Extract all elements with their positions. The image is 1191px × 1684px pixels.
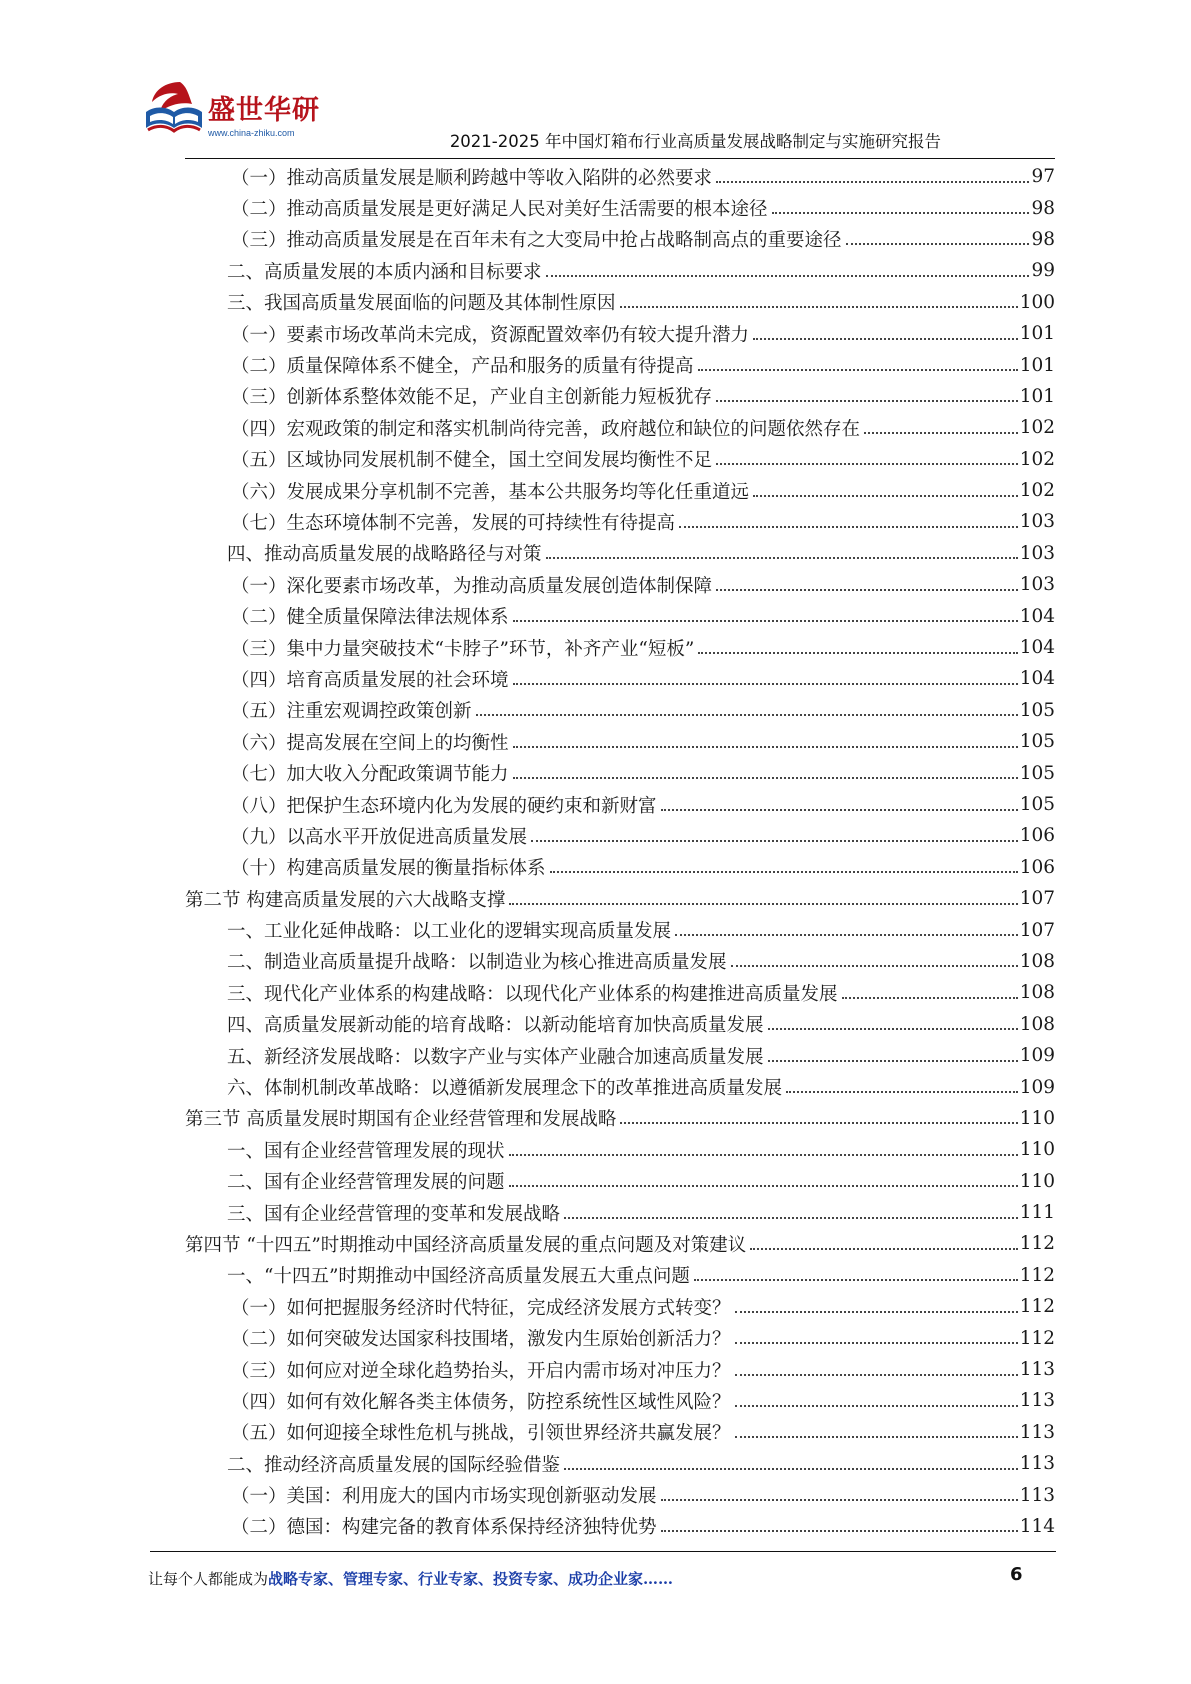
toc-entry[interactable] — [185, 1479, 1055, 1510]
toc-entry-page: 113 — [1019, 1359, 1055, 1381]
toc-leader-dots — [694, 1279, 1018, 1281]
toc-entry-page: 104 — [1019, 637, 1055, 659]
toc-entry-page: 110 — [1019, 1107, 1055, 1129]
toc-leader-dots — [842, 997, 1018, 999]
toc-entry-title: 三、国有企业经营管理的变革和发展战略 — [227, 1203, 561, 1225]
toc-leader-dots — [753, 338, 1018, 340]
toc-leader-dots — [846, 243, 1030, 245]
toc-entry[interactable] — [185, 1354, 1055, 1385]
toc-entry-title: 第三节 高质量发展时期国有企业经营管理和发展战略 — [185, 1109, 617, 1131]
toc-entry[interactable] — [185, 1448, 1055, 1479]
toc-leader-dots — [786, 1091, 1018, 1093]
toc-entry-title: 六、体制机制改革战略：以遵循新发展理念下的改革推进高质量发展 — [227, 1078, 783, 1100]
toc-entry[interactable] — [185, 1417, 1055, 1448]
toc-entry-title: （三）创新体系整体效能不足，产业自主创新能力短板犹存 — [231, 387, 713, 409]
toc-entry-title: （一）要素市场改革尚未完成，资源配置效率仍有较大提升潜力 — [231, 324, 750, 346]
toc-entry[interactable] — [185, 506, 1055, 537]
toc-entry[interactable] — [185, 1103, 1055, 1134]
toc-leader-dots — [564, 1468, 1018, 1470]
logo-emblem-icon — [140, 78, 206, 140]
footer-slogan-highlight: 战略专家、管理专家、行业专家、投资专家、成功企业家…… — [268, 1570, 674, 1588]
toc-entry-page: 108 — [1019, 950, 1055, 972]
toc-entry-page: 101 — [1019, 323, 1055, 345]
toc-entry[interactable] — [185, 1511, 1055, 1542]
page-number: 6 — [1010, 1564, 1023, 1585]
toc-entry-title: （二）如何突破发达国家科技围堵，激发内生原始创新活力？ — [231, 1329, 731, 1351]
toc-entry-title: （一）推动高质量发展是顺利跨越中等收入陷阱的必然要求 — [231, 167, 713, 189]
toc-entry-page: 101 — [1019, 385, 1055, 407]
toc-entry[interactable] — [185, 1134, 1055, 1165]
toc-leader-dots — [716, 589, 1018, 591]
toc-entry[interactable] — [185, 820, 1055, 851]
toc-leader-dots — [564, 1217, 1018, 1219]
toc-entry-page: 107 — [1019, 919, 1055, 941]
toc-entry[interactable] — [185, 632, 1055, 663]
toc-entry-title: 二、国有企业经营管理发展的问题 — [227, 1172, 505, 1194]
toc-entry-page: 106 — [1019, 856, 1055, 878]
toc-entry-title: （五）如何迎接全球性危机与挑战，引领世界经济共赢发展？ — [231, 1423, 731, 1445]
header-divider — [185, 158, 1055, 159]
toc-entry-title: 二、制造业高质量提升战略：以制造业为核心推进高质量发展 — [227, 952, 727, 974]
logo-text: 盛世华研 — [208, 95, 320, 126]
toc-entry[interactable] — [185, 914, 1055, 945]
toc-entry-title: （九）以高水平开放促进高质量发展 — [231, 826, 528, 848]
toc-leader-dots — [546, 275, 1030, 277]
footer-divider — [150, 1551, 1056, 1552]
toc-entry-title: （七）加大收入分配政策调节能力 — [231, 764, 509, 786]
toc-entry[interactable] — [185, 1228, 1055, 1259]
toc-entry[interactable] — [185, 600, 1055, 631]
toc-leader-dots — [735, 1436, 1018, 1438]
toc-entry-page: 100 — [1019, 291, 1055, 313]
toc-entry-page: 107 — [1019, 888, 1055, 910]
toc-entry[interactable] — [185, 412, 1055, 443]
toc-entry[interactable] — [185, 1291, 1055, 1322]
toc-leader-dots — [753, 495, 1018, 497]
toc-entry-page: 97 — [1031, 166, 1055, 188]
logo-url: www.china-zhiku.com — [208, 128, 295, 138]
toc-entry-title: （三）集中力量突破技术“卡脖子”环节，补齐产业“短板” — [231, 638, 695, 660]
toc-entry[interactable] — [185, 977, 1055, 1008]
toc-entry-page: 98 — [1031, 197, 1055, 219]
toc-entry-title: （四）如何有效化解各类主体债务，防控系统性区域性风险？ — [231, 1391, 731, 1413]
toc-entry-title: （五）注重宏观调控政策创新 — [231, 701, 472, 723]
toc-entry-page: 111 — [1019, 1202, 1055, 1224]
toc-leader-dots — [531, 840, 1018, 842]
toc-leader-dots — [698, 369, 1018, 371]
toc-leader-dots — [716, 181, 1029, 183]
toc-entry[interactable] — [185, 538, 1055, 569]
toc-entry[interactable] — [185, 569, 1055, 600]
toc-entry-title: （六）提高发展在空间上的均衡性 — [231, 732, 509, 754]
toc-entry[interactable] — [185, 1040, 1055, 1071]
toc-leader-dots — [661, 809, 1018, 811]
toc-entry-page: 112 — [1019, 1233, 1055, 1255]
toc-leader-dots — [772, 212, 1030, 214]
toc-entry-title: （一）深化要素市场改革，为推动高质量发展创造体制保障 — [231, 575, 713, 597]
toc-entry-page: 98 — [1031, 228, 1055, 250]
toc-leader-dots — [768, 1028, 1018, 1030]
toc-entry-page: 108 — [1019, 1013, 1055, 1035]
toc-entry[interactable] — [185, 1009, 1055, 1040]
toc-entry-title: 一、工业化延伸战略：以工业化的逻辑实现高质量发展 — [227, 921, 672, 943]
toc-entry-page: 109 — [1019, 1045, 1055, 1067]
toc-entry-page: 113 — [1019, 1453, 1055, 1475]
toc-entry[interactable] — [185, 946, 1055, 977]
toc-entry-page: 102 — [1019, 417, 1055, 439]
company-logo — [140, 78, 320, 148]
toc-entry[interactable] — [185, 1385, 1055, 1416]
toc-entry-title: （二）健全质量保障法律法规体系 — [231, 607, 509, 629]
report-title: 2021-2025 年中国灯箱布行业高质量发展战略制定与实施研究报告 — [449, 132, 941, 151]
toc-leader-dots — [550, 871, 1018, 873]
toc-entry-page: 103 — [1019, 511, 1055, 533]
toc-leader-dots — [698, 652, 1017, 654]
toc-entry[interactable] — [185, 852, 1055, 883]
toc-entry[interactable] — [185, 255, 1055, 286]
toc-entry-title: 二、推动经济高质量发展的国际经验借鉴 — [227, 1454, 561, 1476]
toc-entry-title: 四、高质量发展新动能的培育战略：以新动能培育加快高质量发展 — [227, 1015, 764, 1037]
toc-entry[interactable] — [185, 224, 1055, 255]
toc-entry-page: 110 — [1019, 1139, 1055, 1161]
toc-entry-page: 102 — [1019, 448, 1055, 470]
footer-slogan-prefix: 让每个人都能成为 — [148, 1570, 269, 1588]
toc-entry-page: 112 — [1019, 1296, 1055, 1318]
toc-entry-page: 105 — [1019, 699, 1055, 721]
toc-entry[interactable] — [185, 663, 1055, 694]
toc-entry-title: （十）构建高质量发展的衡量指标体系 — [231, 858, 546, 880]
toc-leader-dots — [509, 1185, 1018, 1187]
toc-entry-title: 一、“十四五”时期推动中国经济高质量发展五大重点问题 — [227, 1266, 690, 1288]
toc-entry-title: （五）区域协同发展机制不健全，国土空间发展均衡性不足 — [231, 450, 713, 472]
toc-entry-page: 103 — [1019, 542, 1055, 564]
toc-entry[interactable] — [185, 192, 1055, 223]
toc-entry-page: 104 — [1019, 605, 1055, 627]
toc-leader-dots — [675, 934, 1018, 936]
toc-leader-dots — [546, 557, 1018, 559]
toc-entry-page: 113 — [1019, 1421, 1055, 1443]
toc-entry-title: （四）宏观政策的制定和落实机制尚待完善，政府越位和缺位的问题依然存在 — [231, 418, 861, 440]
toc-entry-page: 112 — [1019, 1327, 1055, 1349]
toc-entry-title: 一、国有企业经营管理发展的现状 — [227, 1140, 505, 1162]
toc-entry-title: 二、高质量发展的本质内涵和目标要求 — [227, 261, 542, 283]
toc-entry-title: 五、新经济发展战略：以数字产业与实体产业融合加速高质量发展 — [227, 1046, 764, 1068]
toc-leader-dots — [620, 306, 1018, 308]
toc-entry-page: 109 — [1019, 1076, 1055, 1098]
toc-entry[interactable] — [185, 349, 1055, 380]
toc-entry-title: （一）如何把握服务经济时代特征，完成经济发展方式转变？ — [231, 1297, 731, 1319]
toc-entry[interactable] — [185, 475, 1055, 506]
toc-entry-page: 110 — [1019, 1170, 1055, 1192]
toc-entry-title: （六）发展成果分享机制不完善，基本公共服务均等化任重道远 — [231, 481, 750, 503]
toc-leader-dots — [513, 620, 1018, 622]
toc-leader-dots — [661, 1499, 1018, 1501]
toc-entry[interactable] — [185, 695, 1055, 726]
toc-entry-page: 103 — [1019, 574, 1055, 596]
table-of-contents — [185, 161, 1055, 1542]
toc-leader-dots — [750, 1248, 1017, 1250]
toc-entry-page: 112 — [1019, 1264, 1055, 1286]
toc-leader-dots — [716, 400, 1018, 402]
toc-entry[interactable] — [185, 883, 1055, 914]
toc-entry[interactable] — [185, 726, 1055, 757]
toc-entry-title: （三）推动高质量发展是在百年未有之大变局中抢占战略制高点的重要途径 — [231, 230, 842, 252]
toc-leader-dots — [509, 1154, 1018, 1156]
toc-leader-dots — [679, 526, 1018, 528]
toc-leader-dots — [716, 463, 1018, 465]
toc-leader-dots — [735, 1405, 1018, 1407]
toc-entry-title: （二）质量保障体系不健全，产品和服务的质量有待提高 — [231, 356, 694, 378]
toc-entry[interactable] — [185, 1260, 1055, 1291]
toc-leader-dots — [661, 1530, 1018, 1532]
toc-entry-page: 105 — [1019, 794, 1055, 815]
toc-leader-dots — [476, 714, 1018, 716]
toc-entry-page: 108 — [1019, 982, 1055, 1004]
toc-leader-dots — [509, 903, 1017, 905]
toc-entry-title: 第二节 构建高质量发展的六大战略支撑 — [185, 889, 506, 911]
toc-entry[interactable] — [185, 161, 1055, 192]
toc-leader-dots — [864, 432, 1018, 434]
toc-entry-title: 第四节 “十四五”时期推动中国经济高质量发展的重点问题及对策建议 — [185, 1234, 747, 1256]
toc-entry[interactable] — [185, 1197, 1055, 1228]
toc-entry[interactable] — [185, 1071, 1055, 1102]
toc-entry-title: （七）生态环境体制不完善，发展的可持续性有待提高 — [231, 512, 676, 534]
toc-entry-title: （八）把保护生态环境内化为发展的硬约束和新财富 — [231, 795, 657, 817]
toc-entry[interactable] — [185, 757, 1055, 788]
toc-entry-page: 99 — [1031, 260, 1055, 282]
toc-entry[interactable] — [185, 1322, 1055, 1353]
toc-entry-page: 106 — [1019, 825, 1055, 847]
toc-entry-title: （二）德国：构建完备的教育体系保持经济独特优势 — [231, 1517, 657, 1539]
toc-leader-dots — [513, 683, 1018, 685]
toc-leader-dots — [768, 1060, 1018, 1062]
toc-entry-page: 113 — [1019, 1484, 1055, 1506]
toc-entry[interactable] — [185, 1166, 1055, 1197]
toc-entry-page: 113 — [1019, 1390, 1055, 1412]
toc-entry-title: 三、现代化产业体系的构建战略：以现代化产业体系的构建推进高质量发展 — [227, 983, 838, 1005]
toc-entry-page: 114 — [1019, 1515, 1055, 1537]
toc-entry[interactable] — [185, 287, 1055, 318]
toc-entry-title: （二）推动高质量发展是更好满足人民对美好生活需要的根本途径 — [231, 199, 768, 221]
toc-entry-title: （一）美国：利用庞大的国内市场实现创新驱动发展 — [231, 1486, 657, 1508]
toc-entry-title: 三、我国高质量发展面临的问题及其体制性原因 — [227, 293, 616, 315]
toc-entry[interactable] — [185, 381, 1055, 412]
toc-leader-dots — [731, 965, 1018, 967]
toc-entry-page: 104 — [1019, 668, 1055, 690]
toc-entry-title: （三）如何应对逆全球化趋势抬头，开启内需市场对冲压力？ — [231, 1360, 731, 1382]
toc-entry[interactable] — [185, 444, 1055, 475]
footer-slogan — [148, 1568, 673, 1589]
toc-entry[interactable] — [185, 789, 1055, 820]
toc-entry-title: （四）培育高质量发展的社会环境 — [231, 669, 509, 691]
toc-leader-dots — [513, 777, 1018, 779]
toc-entry-page: 102 — [1019, 480, 1055, 502]
toc-leader-dots — [735, 1311, 1018, 1313]
toc-entry-page: 105 — [1019, 762, 1055, 784]
toc-entry-title: 四、推动高质量发展的战略路径与对策 — [227, 544, 542, 566]
toc-leader-dots — [620, 1122, 1017, 1124]
toc-leader-dots — [735, 1342, 1018, 1344]
toc-entry[interactable] — [185, 318, 1055, 349]
toc-leader-dots — [735, 1374, 1018, 1376]
toc-entry-page: 101 — [1019, 354, 1055, 376]
toc-entry-page: 105 — [1019, 731, 1055, 753]
toc-leader-dots — [513, 746, 1018, 748]
